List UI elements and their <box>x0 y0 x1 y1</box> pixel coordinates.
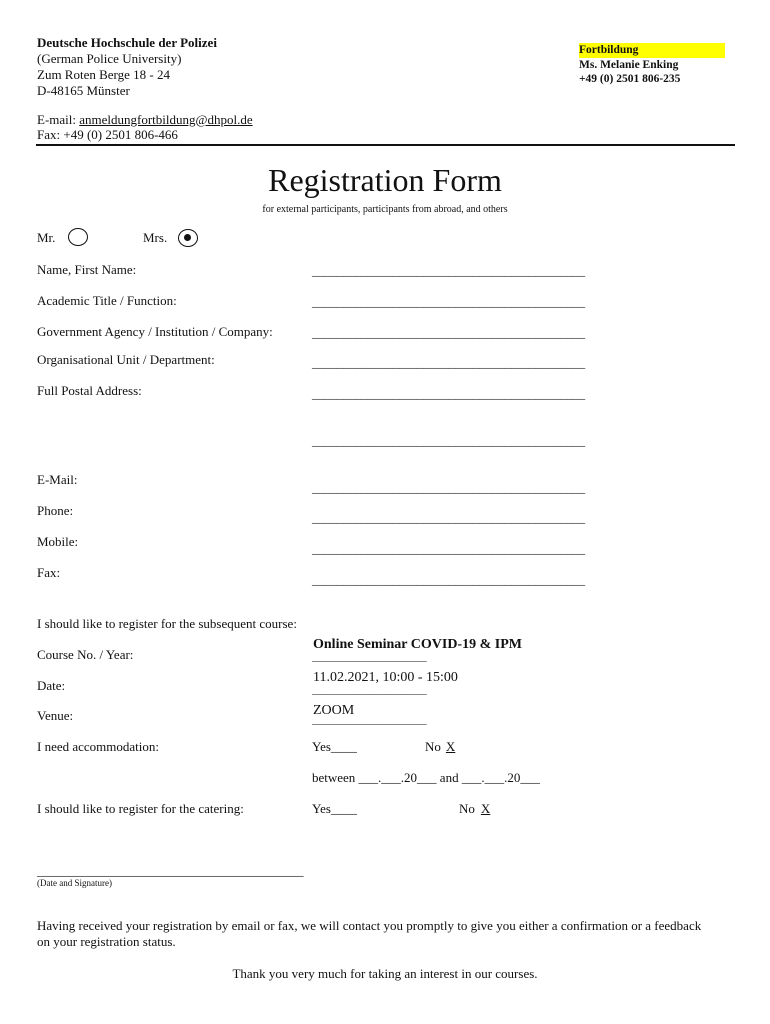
catering-no-label: No <box>459 801 475 816</box>
mrs-label: Mrs. <box>143 230 168 245</box>
date-underline: ______________________ <box>312 684 427 696</box>
agency-field[interactable]: ____________________________________________ <box>312 325 585 340</box>
mobile-field[interactable]: ____________________________________________ <box>312 541 585 556</box>
accommodation-yes[interactable]: Yes____ <box>312 739 357 754</box>
unit-field[interactable]: ____________________________________________ <box>312 355 585 370</box>
org-name: Deutsche Hochschule der Polizei <box>37 35 217 50</box>
catering-yes[interactable]: Yes____ <box>312 801 357 816</box>
phone-field[interactable]: ____________________________________________ <box>312 510 585 525</box>
mr-radio[interactable] <box>68 228 88 246</box>
mrs-radio[interactable] <box>178 229 198 247</box>
date-value[interactable]: 11.02.2021, 10:00 - 15:00 <box>313 670 458 685</box>
address-label: Full Postal Address: <box>37 383 142 398</box>
header-divider <box>36 144 735 146</box>
course-intro: I should like to register for the subsequent course: <box>37 616 297 631</box>
accommodation-label: I need accommodation: <box>37 739 160 754</box>
email-label: E-mail: <box>37 112 80 127</box>
catering-no-mark: X <box>480 801 491 816</box>
email-link[interactable]: anmeldungfortbildung@dhpol.de <box>79 112 253 127</box>
fax-field[interactable]: ____________________________________________ <box>312 572 585 587</box>
date-label: Date: <box>37 678 66 693</box>
course-no-underline: ______________________ <box>312 651 427 663</box>
course-no-value[interactable]: Online Seminar COVID-19 & IPM <box>313 637 522 652</box>
signature-line[interactable]: _________________________________________ <box>37 863 304 878</box>
venue-underline: ______________________ <box>312 714 427 726</box>
footer-note: Having received your registration by email or fax, we will contact you promptly to give you either a confirmation or a feedback on your registration status. <box>37 918 702 949</box>
unit-label: Organisational Unit / Department: <box>37 352 215 367</box>
academic-title-field[interactable]: ____________________________________________ <box>312 294 585 309</box>
fax-label: Fax: <box>37 565 61 580</box>
contact-person: Ms. Melanie Enking <box>579 58 679 71</box>
form-title: Registration Form <box>268 162 502 198</box>
accommodation-dates[interactable]: between ___.___.20___ and ___.___.20___ <box>312 770 540 785</box>
sender-address <box>37 35 217 99</box>
accommodation-no-mark: X <box>445 739 456 754</box>
city: D-48165 Münster <box>37 83 130 98</box>
contact-department: Fortbildung <box>579 43 725 58</box>
agency-label: Government Agency / Institution / Company: <box>37 324 273 339</box>
contact-phone: +49 (0) 2501 806-235 <box>579 73 681 85</box>
form-subtitle: for external participants, participants from abroad, and others <box>262 204 508 215</box>
accommodation-no[interactable] <box>425 739 460 755</box>
fax-number: Fax: +49 (0) 2501 806-466 <box>37 127 178 142</box>
signature-label: (Date and Signature) <box>37 878 112 888</box>
phone-label: Phone: <box>37 503 74 518</box>
email-field[interactable]: ____________________________________________ <box>312 480 585 495</box>
catering-no[interactable] <box>459 801 496 817</box>
venue-value[interactable]: ZOOM <box>313 703 355 718</box>
email-field-label: E-Mail: <box>37 472 78 487</box>
course-no-label: Course No. / Year: <box>37 647 134 662</box>
name-field[interactable]: ____________________________________________ <box>312 263 585 278</box>
org-english-name: (German Police University) <box>37 51 182 66</box>
accommodation-no-label: No <box>425 739 441 754</box>
mobile-label: Mobile: <box>37 534 79 549</box>
address-field-2[interactable]: ____________________________________________ <box>312 433 585 448</box>
street: Zum Roten Berge 18 - 24 <box>37 67 170 82</box>
name-label: Name, First Name: <box>37 262 137 277</box>
catering-label: I should like to register for the catering: <box>37 801 244 816</box>
address-field-1[interactable]: ____________________________________________ <box>312 386 585 401</box>
email-fax-block <box>37 112 253 142</box>
academic-title-label: Academic Title / Function: <box>37 293 177 308</box>
mr-label: Mr. <box>37 230 56 245</box>
venue-label: Venue: <box>37 708 74 723</box>
contact-box <box>579 43 725 87</box>
thanks-text: Thank you very much for taking an interest in our courses. <box>232 966 538 981</box>
